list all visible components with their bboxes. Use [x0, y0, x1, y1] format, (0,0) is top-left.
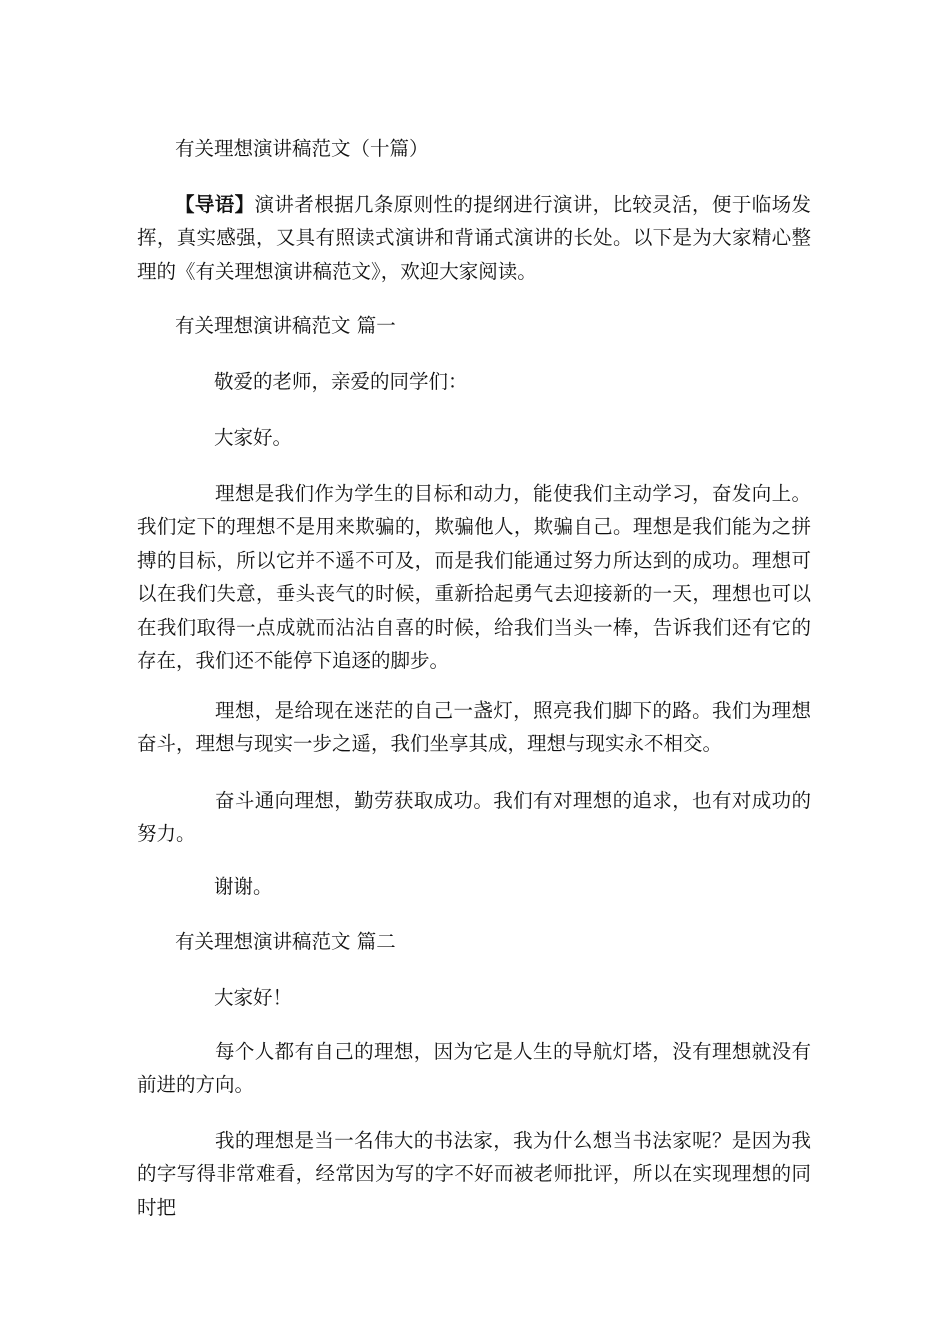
section2-paragraph-1: 每个人都有自己的理想，因为它是人生的导航灯塔，没有理想就没有前进的方向。: [137, 1040, 811, 1097]
section1-paragraph-3: 奋斗通向理想，勤劳获取成功。我们有对理想的追求，也有对成功的努力。: [137, 789, 811, 846]
section2-greeting: 大家好！: [214, 986, 293, 1009]
intro-text: 演讲者根据几条原则性的提纲进行演讲，比较灵活，便于临场发挥，真实感强，又具有照读式演讲和背诵式演讲的长处。以下是为大家精心整理的《有关理想演讲稿范文》，欢迎大家阅读。: [137, 193, 811, 283]
section1-greeting: 大家好。: [214, 426, 293, 449]
section1-paragraph-2: 理想，是给现在迷茫的自己一盏灯，照亮我们脚下的路。我们为理想奋斗，理想与现实一步之遥，我们坐享其成，理想与现实永不相交。: [137, 699, 811, 756]
section1-salutation: 敬爱的老师，亲爱的同学们：: [214, 370, 468, 393]
section1-heading: 有关理想演讲稿范文 篇一: [175, 314, 396, 337]
intro-paragraph: [137, 188, 811, 288]
section2-paragraph-2: 我的理想是当一名伟大的书法家，我为什么想当书法家呢？是因为我的字写得非常难看，经常因为写的字不好而被老师批评，所以在实现理想的同时把: [137, 1129, 811, 1219]
section1-thanks: 谢谢。: [214, 875, 273, 898]
intro-bracket-label: 【导语】: [175, 193, 255, 216]
section2-heading: 有关理想演讲稿范文 篇二: [175, 930, 396, 953]
section1-paragraph-1: 理想是我们作为学生的目标和动力，能使我们主动学习，奋发向上。我们定下的理想不是用来欺骗的，欺骗他人，欺骗自己。理想是我们能为之拼搏的目标，所以它并不遥不可及，而是我们能通过努力所达到的成功。理想可以在我们失意，垂头丧气的时候，重新拾起勇气去迎接新的一天，理想也可以在我们取得一点成就而沾沾自喜的时候，给我们当头一棒，告诉我们还有它的存在，我们还不能停下追逐的脚步。: [137, 482, 811, 673]
document-title: 有关理想演讲稿范文（十篇）: [175, 137, 429, 160]
